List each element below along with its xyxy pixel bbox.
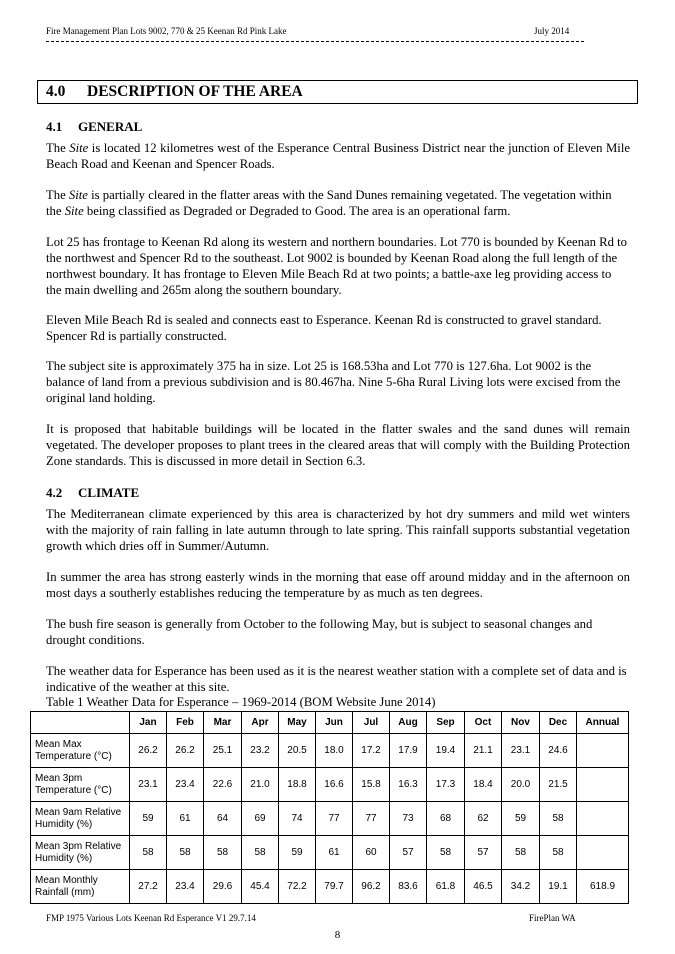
column-header (31, 712, 130, 734)
column-header: Sep (427, 712, 465, 734)
column-header: Feb (167, 712, 204, 734)
paragraph: The bush fire season is generally from October to the following May, but is subject to seasonal changes and drought conditions. (46, 617, 593, 647)
table-cell: 16.3 (390, 768, 427, 802)
table-cell: 60 (353, 836, 390, 870)
section-heading (37, 80, 638, 104)
table-row (31, 768, 629, 802)
table-cell: 59 (130, 802, 167, 836)
table-cell: 23.1 (502, 734, 540, 768)
table-cell: 23.4 (167, 870, 204, 904)
table-cell: 68 (427, 802, 465, 836)
column-header: Jun (316, 712, 353, 734)
table-cell: 19.4 (427, 734, 465, 768)
section-title: DESCRIPTION OF THE AREA (87, 83, 303, 100)
table-cell: 27.2 (130, 870, 167, 904)
subsection-number: 4.2 (46, 485, 63, 500)
header-title: Fire Management Plan Lots 9002, 770 & 25 Keenan Rd Pink Lake (46, 26, 287, 36)
row-label: Mean Max Temperature (°C) (31, 734, 130, 768)
table-cell: 57 (465, 836, 502, 870)
table-cell: 57 (390, 836, 427, 870)
table-row (31, 870, 629, 904)
table-cell: 77 (353, 802, 390, 836)
column-header: Apr (242, 712, 279, 734)
table-cell: 64 (204, 802, 242, 836)
table-cell: 17.3 (427, 768, 465, 802)
table-cell: 58 (167, 836, 204, 870)
table-cell: 59 (502, 802, 540, 836)
table-cell: 58 (540, 836, 577, 870)
table-cell (577, 734, 629, 768)
paragraph: Eleven Mile Beach Rd is sealed and connects east to Esperance. Keenan Rd is constructed to gravel standard. Spencer Rd is partially constructed. (46, 313, 602, 343)
table-cell: 77 (316, 802, 353, 836)
row-label: Mean 9am Relative Humidity (%) (31, 802, 130, 836)
footer-doc-id: FMP 1975 Various Lots Keenan Rd Esperance V1 29.7.14 (46, 913, 256, 923)
paragraph: The Site is partially cleared in the flatter areas with the Sand Dunes remaining vegetated. The vegetation within the Site being classified as Degraded or Degraded to Good. The area is an operational farm. (46, 188, 612, 218)
table-cell: 46.5 (465, 870, 502, 904)
column-header: May (279, 712, 316, 734)
paragraph: The weather data for Esperance has been used as it is the nearest weather station with a complete set of data and is indicative of the weather at this site. (46, 664, 627, 694)
table-cell: 26.2 (167, 734, 204, 768)
table-cell: 79.7 (316, 870, 353, 904)
table-header-row (31, 712, 629, 734)
table-cell: 26.2 (130, 734, 167, 768)
page-number: 8 (334, 929, 341, 941)
table-cell: 18.8 (279, 768, 316, 802)
table-cell: 20.0 (502, 768, 540, 802)
table-row (31, 734, 629, 768)
table-cell: 618.9 (577, 870, 629, 904)
table-cell: 24.6 (540, 734, 577, 768)
table-cell: 58 (502, 836, 540, 870)
column-header: Nov (502, 712, 540, 734)
table-cell: 72.2 (279, 870, 316, 904)
subsection-heading-general (46, 119, 142, 135)
header-date: July 2014 (534, 26, 570, 36)
paragraph: The subject site is approximately 375 ha in size. Lot 25 is 168.53ha and Lot 770 is 127.6ha. Lot 9002 is the balance of land from a previous subdivision and is 80.467ha. Nine 5-6ha Rural Living lots were excised from the original land holding. (46, 359, 621, 405)
column-header: Jan (130, 712, 167, 734)
row-label: Mean Monthly Rainfall (mm) (31, 870, 130, 904)
column-header: Mar (204, 712, 242, 734)
table-row (31, 836, 629, 870)
table-cell: 58 (540, 802, 577, 836)
table-cell: 17.2 (353, 734, 390, 768)
table-cell: 58 (130, 836, 167, 870)
table-cell: 23.4 (167, 768, 204, 802)
weather-table (30, 711, 629, 904)
table-cell: 25.1 (204, 734, 242, 768)
column-header: Annual (577, 712, 629, 734)
row-label: Mean 3pm Relative Humidity (%) (31, 836, 130, 870)
table-cell: 17.9 (390, 734, 427, 768)
subsection-title: GENERAL (78, 119, 143, 134)
table-cell: 73 (390, 802, 427, 836)
table-cell (577, 768, 629, 802)
column-header: Jul (353, 712, 390, 734)
table-cell: 61.8 (427, 870, 465, 904)
table-cell: 58 (427, 836, 465, 870)
table-cell: 62 (465, 802, 502, 836)
table-cell: 45.4 (242, 870, 279, 904)
table-cell: 59 (279, 836, 316, 870)
table-cell: 58 (204, 836, 242, 870)
subsection-heading-climate (46, 485, 139, 501)
paragraph: The Mediterranean climate experienced by this area is characterized by hot dry summers and mild wet winters with the majority of rain falling in late autumn through to late spring. This rainfall supports substantial vegetation growth which dries off in Summer/Autumn. (46, 507, 630, 553)
table-cell: 74 (279, 802, 316, 836)
table-cell: 21.5 (540, 768, 577, 802)
paragraph: It is proposed that habitable buildings will be located in the flatter swales and the sand dunes will remain vegetated. The developer proposes to plant trees in the cleared areas that will comply with the Building Protection Zone standards. This is discussed in more detail in Section 6.3. (46, 422, 630, 468)
table-cell: 21.0 (242, 768, 279, 802)
table-cell: 58 (242, 836, 279, 870)
paragraph: In summer the area has strong easterly winds in the morning that ease off around midday and in the afternoon on most days a southerly establishes reducing the temperature by as much as ten degrees. (46, 570, 630, 600)
table-cell: 15.8 (353, 768, 390, 802)
table-cell: 16.6 (316, 768, 353, 802)
paragraph: Lot 25 has frontage to Keenan Rd along its western and northern boundaries. Lot 770 is bounded by Keenan Rd to the northwest and Spencer Rd to the southeast. Lot 9002 is bounded by Keenan Road along the full length of the northwest boundary. It has frontage to Eleven Mile Beach Rd at two points; a battle-axe leg providing access to the main dwelling and 265m along the southern boundary. (46, 235, 628, 297)
column-header: Aug (390, 712, 427, 734)
column-header: Dec (540, 712, 577, 734)
table-cell: 61 (316, 836, 353, 870)
table-cell: 21.1 (465, 734, 502, 768)
table-cell (577, 836, 629, 870)
paragraph: The Site is located 12 kilometres west of the Esperance Central Business District near the junction of Eleven Mile Beach Road and Keenan and Spencer Roads. (46, 141, 630, 171)
table-caption: Table 1 Weather Data for Esperance – 1969-2014 (BOM Website June 2014) (46, 695, 436, 709)
header-divider (46, 41, 584, 42)
table-cell: 22.6 (204, 768, 242, 802)
table-cell: 18.4 (465, 768, 502, 802)
table-cell: 18.0 (316, 734, 353, 768)
subsection-title: CLIMATE (78, 485, 140, 500)
column-header: Oct (465, 712, 502, 734)
table-cell: 23.1 (130, 768, 167, 802)
table-cell (577, 802, 629, 836)
table-cell: 19.1 (540, 870, 577, 904)
table-cell: 20.5 (279, 734, 316, 768)
section-number: 4.0 (46, 83, 66, 100)
table-cell: 34.2 (502, 870, 540, 904)
table-cell: 83.6 (390, 870, 427, 904)
table-cell: 69 (242, 802, 279, 836)
table-row (31, 802, 629, 836)
row-label: Mean 3pm Temperature (°C) (31, 768, 130, 802)
table-cell: 23.2 (242, 734, 279, 768)
footer-company: FirePlan WA (529, 913, 576, 923)
table-cell: 96.2 (353, 870, 390, 904)
table-cell: 29.6 (204, 870, 242, 904)
table-cell: 61 (167, 802, 204, 836)
subsection-number: 4.1 (46, 119, 63, 134)
